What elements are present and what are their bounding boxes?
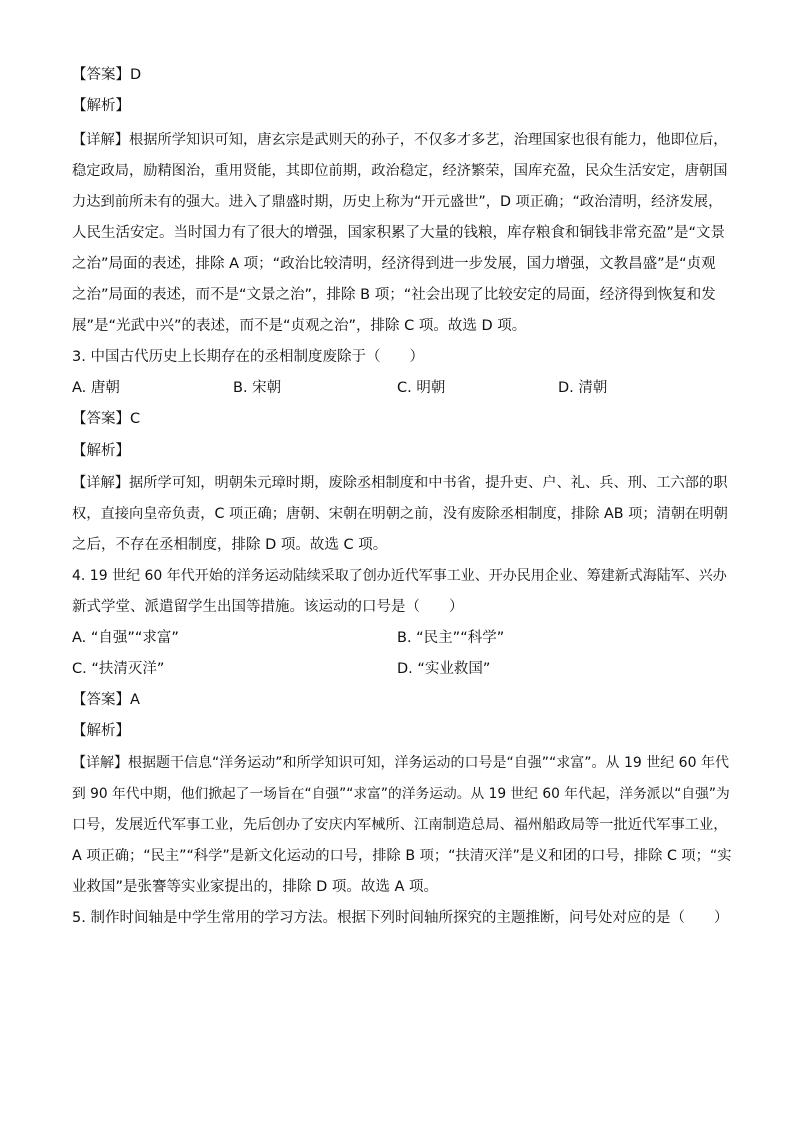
q4-detail-line: A 项正确；“民主”“科学”是新文化运动的口号，排除 B 项；“扶清灭洋”是义和团的口号，排除 C 项；“实 <box>72 848 732 864</box>
q2-detail-line: 之治”局面的表述，而不是“文景之治”，排除 B 项；“社会出现了比较安定的局面，经济得到恢复和发 <box>72 287 716 303</box>
q3-analysis-heading: 【解析】 <box>72 443 130 459</box>
q3-detail-line: 【详解】据所学可知，明朝朱元璋时期，废除丞相制度和中书省，提升吏、户、礼、兵、刑、工六部的职 <box>72 475 728 491</box>
q3-stem: 3. 中国古代历史上长期存在的丞相制度废除于（ ） <box>72 349 424 365</box>
q4-stem-line: 4. 19 世纪 60 年代开始的洋务运动陆续采取了创办近代军事工业、开办民用企业、筹建新式海陆军、兴办 <box>72 568 727 584</box>
q4-answer: 【答案】A <box>72 692 140 708</box>
q4-option-b: B. “民主”“科学” <box>397 630 505 646</box>
q2-detail-line: 人民生活安定。当时国力有了很大的增强，国家积累了大量的钱粮，库存粮食和铜钱非常充盈”是“文景 <box>72 225 726 241</box>
q2-answer: 【答案】D <box>72 67 142 83</box>
q3-detail-line: 权，直接向皇帝负责，C 项正确；唐朝、宋朝在明朝之前，没有废除丞相制度，排除 AB 项；清朝在明朝 <box>72 506 728 522</box>
q4-detail-line: 到 90 年代中期，他们掀起了一场旨在“自强”“求富”的洋务运动。从 19 世纪 60 年代起，洋务派以“自强”为 <box>72 786 730 802</box>
q4-options-row-2 <box>72 659 732 679</box>
q4-detail-line: 【详解】根据题干信息“洋务运动”和所学知识可知，洋务运动的口号是“自强”“求富”。从 19 世纪 60 年代 <box>72 755 729 771</box>
q2-detail-line: 力达到前所未有的强大。进入了鼎盛时期，历史上称为“开元盛世”，D 项正确；“政治清明，经济发展， <box>72 194 723 210</box>
q2-detail-line: 稳定政局，励精图治，重用贤能，其即位前期，政治稳定，经济繁荣，国库充盈，民众生活安定，唐朝国 <box>72 163 728 179</box>
q2-detail-line: 【详解】根据所学知识可知，唐玄宗是武则天的孙子，不仅多才多艺，治理国家也很有能力，他即位后， <box>72 132 728 148</box>
q4-options-row-1 <box>72 628 732 648</box>
q3-option-d: D. 清朝 <box>558 380 608 396</box>
q3-answer: 【答案】C <box>72 411 141 427</box>
q3-option-b: B. 宋朝 <box>233 380 282 396</box>
q4-stem-line: 新式学堂、派遣留学生出国等措施。该运动的口号是（ ） <box>72 599 464 615</box>
q4-analysis-heading: 【解析】 <box>72 723 130 739</box>
q3-option-c: C. 明朝 <box>397 380 446 396</box>
q4-option-a: A. “自强”“求富” <box>72 630 179 646</box>
q3-option-a: A. 唐朝 <box>72 380 120 396</box>
q4-detail-line: 口号，发展近代军事工业，先后创办了安庆内军械所、江南制造总局、福州船政局等一批近代军事工业， <box>72 817 728 833</box>
q2-analysis-heading: 【解析】 <box>72 98 130 114</box>
q5-stem: 5. 制作时间轴是中学生常用的学习方法。根据下列时间轴所探究的主题推断，问号处对应的是（ ） <box>72 910 729 926</box>
q4-option-c: C. “扶清灭洋” <box>72 661 165 677</box>
q4-detail-line: 业救国”是张謇等实业家提出的，排除 D 项。故选 A 项。 <box>72 879 439 895</box>
q3-detail-line: 之后，不存在丞相制度，排除 D 项。故选 C 项。 <box>72 537 388 553</box>
q2-detail-line: 之治”局面的表述，排除 A 项；“政治比较清明，经济得到进一步发展，国力增强，文教昌盛”是“贞观 <box>72 256 716 272</box>
q4-option-d: D. “实业救国” <box>397 661 491 677</box>
q3-options <box>72 378 732 398</box>
q2-detail-line: 展”是“光武中兴”的表述，而不是“贞观之治”，排除 C 项。故选 D 项。 <box>72 318 527 334</box>
